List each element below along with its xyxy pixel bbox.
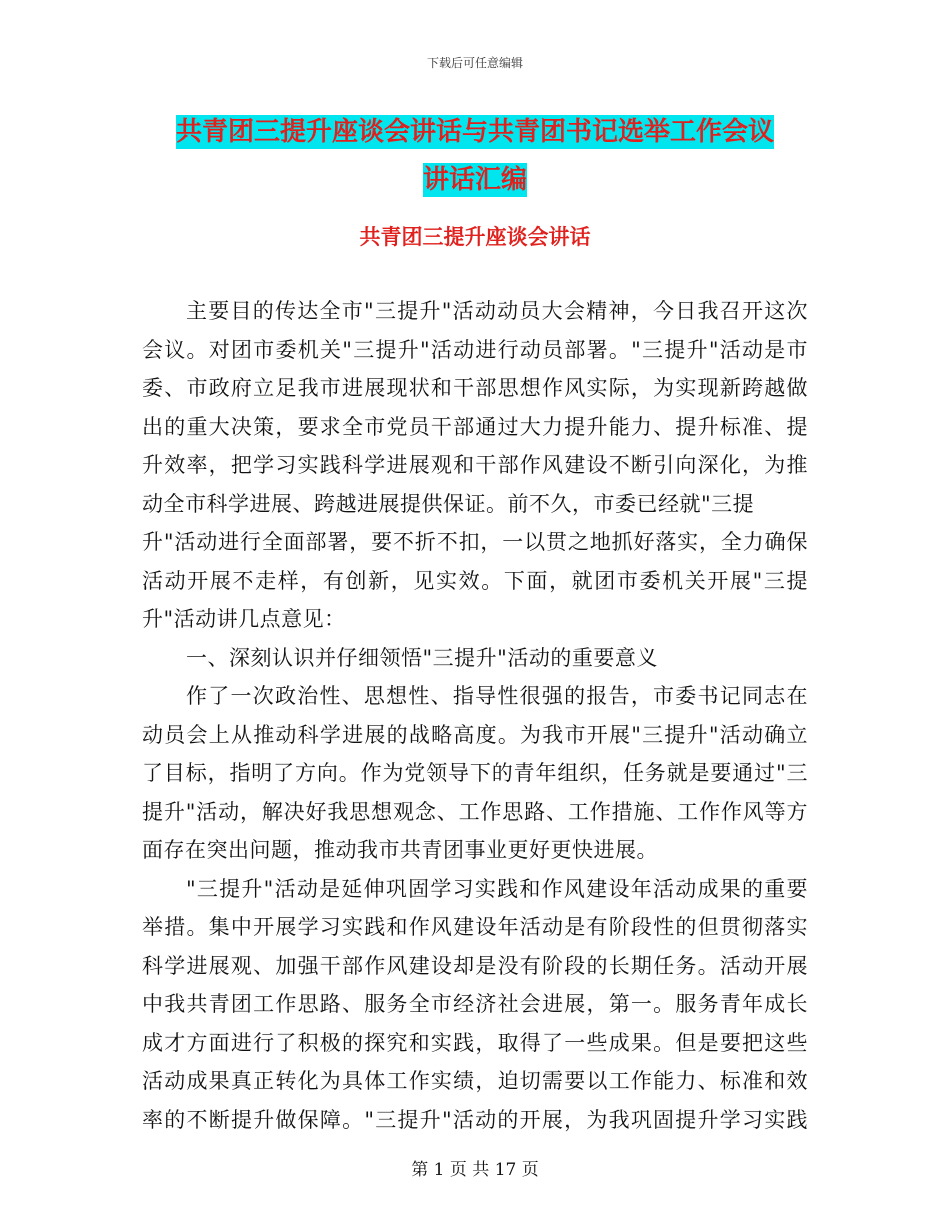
text-line: 动员会上从推动科学进展的战略高度。为我市开展"三提升"活动确立 [142, 722, 808, 747]
text-line: 了目标，指明了方向。作为党领导下的青年组织，任务就是要通过"三 [142, 761, 808, 785]
document-title [140, 108, 810, 204]
text-line: 科学进展观、加强干部作风建设却是没有阶段的长期任务。活动开展 [142, 953, 808, 978]
text-line: 中我共青团工作思路、服务全市经济社会进展，第一。服务青年成长 [142, 992, 808, 1016]
section-title: 共青团三提升座谈会讲话 [359, 225, 591, 249]
page-footer: 第 1 页 共 17 页 [411, 1160, 539, 1180]
text-line: "三提升"活动是延伸巩固学习实践和作风建设年活动成果的重要 [186, 876, 808, 901]
text-line: 面存在突出问题，推动我市共青团事业更好更快进展。 [142, 838, 658, 862]
document-title-line-1: 共青团三提升座谈会讲话与共青团书记选举工作会议 [175, 117, 774, 147]
header-note: 下载后可任意编辑 [426, 56, 523, 70]
text-line: 举措。集中开展学习实践和作风建设年活动是有阶段性的但贯彻落实 [142, 915, 808, 939]
text-line: 主要目的传达全市"三提升"活动动员大会精神，今日我召开这次 [186, 299, 808, 323]
text-line: 活动成果真正转化为具体工作实绩，迫切需要以工作能力、标准和效 [142, 1069, 808, 1093]
text-line: 出的重大决策，要求全市党员干部通过大力提升能力、提升标准、提 [142, 414, 808, 439]
text-line: 动全市科学进展、跨越进展提供保证。前不久，市委已经就"三提 [142, 491, 755, 516]
text-line: 活动开展不走样，有创新，见实效。下面，就团市委机关开展"三提 [142, 568, 808, 593]
body-text [142, 292, 808, 1139]
subheading-line: 一、深刻认识并仔细领悟"三提升"活动的重要意义 [186, 645, 658, 670]
text-line: 委、市政府立足我市进展现状和干部思想作风实际，为实现新跨越做 [142, 376, 808, 400]
text-line: 率的不断提升做保障。"三提升"活动的开展，为我巩固提升学习实践 [142, 1107, 808, 1132]
text-line: 会议。对团市委机关"三提升"活动进行动员部署。"三提升"活动是市 [142, 337, 808, 362]
text-line: 升效率，把学习实践科学进展观和干部作风建设不断引向深化，为推 [142, 453, 808, 477]
text-line: 成才方面进行了积极的探究和实践，取得了一些成果。但是要把这些 [142, 1030, 808, 1055]
text-line: 升"活动进行全面部署，要不折不扣，一以贯之地抓好落实，全力确保 [142, 530, 808, 554]
text-line: 作了一次政治性、思想性、指导性很强的报告，市委书记同志在 [186, 684, 808, 708]
text-line: 提升"活动，解决好我思想观念、工作思路、工作措施、工作作风等方 [142, 799, 808, 824]
text-line: 升"活动讲几点意见： [142, 607, 346, 631]
document-title-line-2: 讲话汇编 [422, 165, 527, 195]
